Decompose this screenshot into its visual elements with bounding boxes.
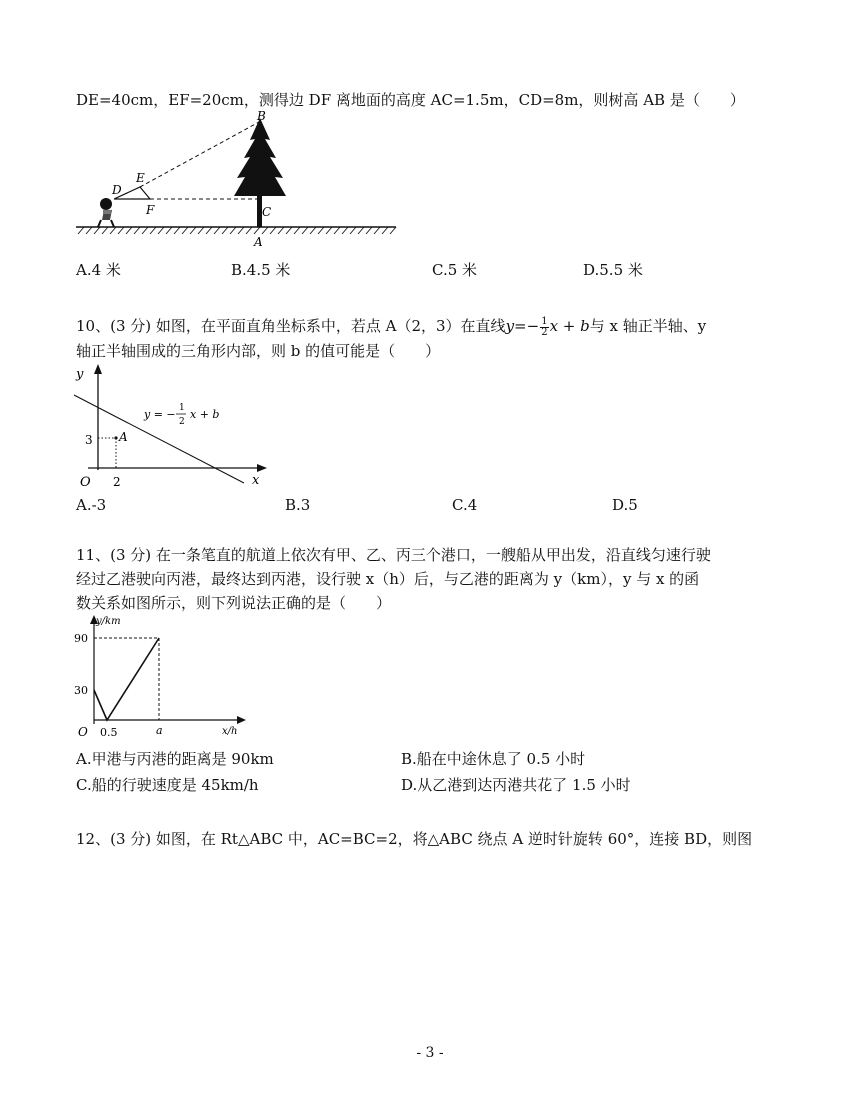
svg-text:B: B	[257, 109, 266, 123]
q11-option-c: C.船的行驶速度是 45km/h	[76, 776, 259, 794]
svg-text:O: O	[78, 725, 88, 739]
q11-line1: 11、(3 分) 在一条笔直的航道上依次有甲、乙、丙三个港口，一艘船从甲出发，沿直线匀速行驶	[76, 546, 711, 564]
svg-text:x: x	[252, 473, 260, 488]
q10-option-a: A.-3	[76, 496, 107, 514]
svg-text:3: 3	[85, 433, 93, 447]
q9-option-d: D.5.5 米	[583, 261, 643, 279]
svg-text:E: E	[136, 171, 145, 185]
q10-option-d: D.5	[612, 496, 638, 514]
q9-option-c: C.5 米	[432, 261, 478, 279]
q10-coordinate-figure	[72, 362, 272, 490]
svg-text:y: y	[76, 367, 84, 382]
svg-text:1: 1	[179, 403, 185, 413]
q11-distance-graph	[72, 612, 252, 742]
q11-option-b: B.船在中途休息了 0.5 小时	[401, 750, 586, 768]
svg-text:30: 30	[74, 684, 88, 697]
svg-text:x + b: x + b	[190, 408, 220, 421]
q10-option-c: C.4	[452, 496, 478, 514]
person-icon	[98, 198, 114, 227]
svg-text:0.5: 0.5	[100, 726, 118, 739]
svg-text:90: 90	[74, 632, 88, 645]
tree-icon	[234, 118, 286, 227]
svg-text:2: 2	[179, 417, 185, 427]
q10-option-b: B.3	[285, 496, 311, 514]
svg-text:A: A	[254, 235, 263, 249]
q10-line1: 10、(3 分) 如图，在平面直角坐标系中，若点 A（2，3）在直线y=− $\frac{1}{2}$ x + b与 x 轴正半轴、y	[76, 315, 707, 338]
svg-text:2: 2	[113, 475, 121, 489]
svg-text:y/km: y/km	[96, 616, 121, 627]
svg-text:D: D	[112, 183, 122, 197]
svg-text:O: O	[80, 475, 91, 490]
q11-option-a: A.甲港与丙港的距离是 90km	[76, 750, 274, 768]
svg-text:F: F	[146, 203, 155, 217]
q9-option-b: B.4.5 米	[231, 261, 291, 279]
svg-text:a: a	[156, 724, 163, 737]
q11-option-d: D.从乙港到达丙港共花了 1.5 小时	[401, 776, 631, 794]
q9-option-a: A.4 米	[76, 261, 121, 279]
q10-line2: 轴正半轴围成的三角形内部，则 b 的值可能是（ ）	[76, 342, 441, 360]
q12-text: 12、(3 分) 如图，在 Rt△ABC 中，AC=BC=2，将△ABC 绕点 A 逆时针旋转 60°，连接 BD，则图	[76, 830, 753, 848]
q11-line3: 数关系如图所示，则下列说法正确的是（ ）	[76, 594, 392, 612]
q11-line2: 经过乙港驶向丙港，最终达到丙港，设行驶 x（h）后，与乙港的距离为 y（km），y 与 x 的函	[76, 570, 700, 588]
q9-text: DE=40cm，EF=20cm，测得边 DF 离地面的高度 AC=1.5m，CD=8m，则树高 AB 是（ ）	[76, 91, 745, 109]
svg-text:A: A	[119, 430, 128, 444]
q9-tree-figure	[74, 106, 410, 252]
svg-text:x/h: x/h	[222, 726, 238, 737]
page-number: - 3 -	[416, 1045, 444, 1061]
svg-text:C: C	[262, 205, 272, 219]
svg-text:y = −: y = −	[144, 408, 176, 421]
